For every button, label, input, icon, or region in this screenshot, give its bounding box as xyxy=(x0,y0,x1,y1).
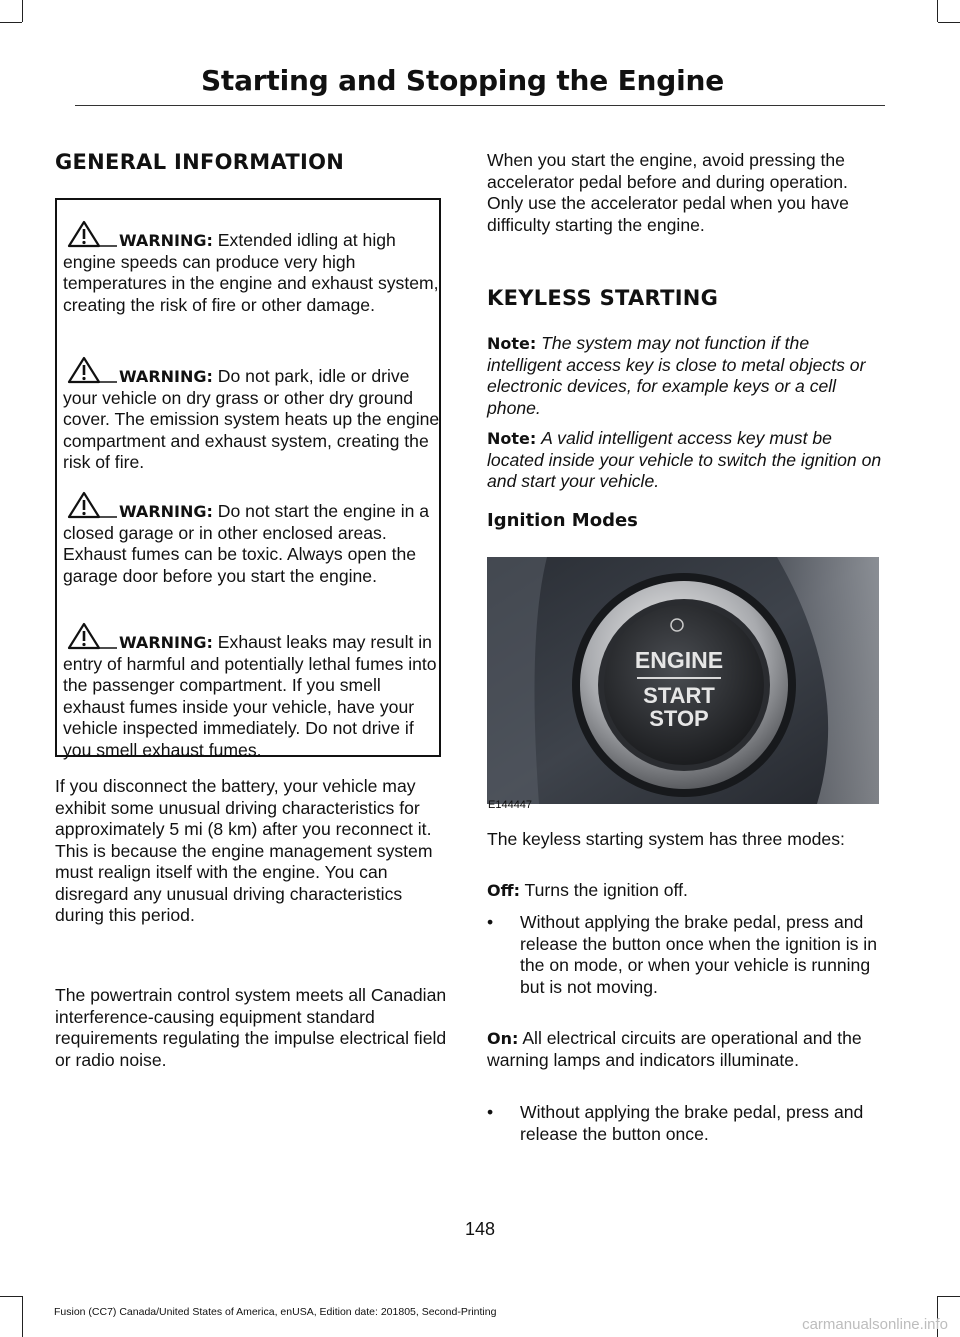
button-label-engine: ENGINE xyxy=(634,647,724,673)
crop-mark xyxy=(0,22,22,23)
note-text: A valid intelligent access key must be located inside your vehicle to switch the ignition on and start your vehicle. xyxy=(487,428,882,491)
button-label-stop: STOP xyxy=(649,706,709,731)
note xyxy=(487,333,879,419)
warning-text: Do not start the engine in a closed garage or in other enclosed areas. Exhaust fumes can be toxic. Always open the garage door before you start the engine. xyxy=(63,501,430,586)
warning-label: WARNING: xyxy=(119,231,213,250)
crop-mark xyxy=(938,22,960,23)
paragraph-battery: If you disconnect the battery, your vehicle may exhibit some unusual driving characteristics for approximately 5 mi (8 km) after you reconnect it. This is because the engine management system must realign itself with the engine. You can disregard any unusual driving characteristics during this period. xyxy=(55,776,433,925)
warning-text: Exhaust leaks may result in entry of harmful and potentially lethal fumes into the passenger compartment. If you smell exhaust fumes inside your vehicle, have your vehicle inspected immediately. Do not drive if you smell exhaust fumes. xyxy=(63,632,437,760)
warning-triangle-icon xyxy=(63,491,119,521)
warning-box xyxy=(55,198,441,760)
page-number: 148 xyxy=(464,1219,496,1239)
crop-mark xyxy=(0,1296,22,1297)
mode-on xyxy=(487,1028,872,1071)
bullet-icon: • xyxy=(487,1102,494,1122)
header-divider xyxy=(75,105,885,106)
warning-triangle-icon xyxy=(63,356,119,386)
paragraph-accelerator: When you start the engine, avoid pressing the accelerator pedal before and during operation. Only use the accelerator pedal when you have difficulty starting the engine. xyxy=(487,150,849,235)
list-item-text: Without applying the brake pedal, press and release the button once when the ignition is in the on mode, or when your vehicle is running but is not moving. xyxy=(520,912,878,997)
note xyxy=(487,428,882,493)
page-title: Starting and Stopping the Engine xyxy=(200,64,724,97)
warning-label: WARNING: xyxy=(119,502,213,521)
mode-text: Turns the ignition off. xyxy=(524,880,688,900)
mode-label: Off: xyxy=(487,881,520,900)
crop-mark xyxy=(22,0,23,22)
warning-item xyxy=(63,366,443,474)
crop-mark xyxy=(22,1296,23,1337)
mode-text: All electrical circuits are operational and the warning lamps and indicators illuminate. xyxy=(487,1028,862,1070)
warning-label: WARNING: xyxy=(119,633,213,652)
list-item xyxy=(487,1102,882,1152)
warning-triangle-icon xyxy=(63,220,119,250)
warning-item xyxy=(63,632,443,761)
figure-id: E144447 xyxy=(488,799,533,811)
warning-text: Do not park, idle or drive your vehicle on dry grass or other dry ground cover. The emission system heats up the engine compartment and exhaust system, creating the risk of fire. xyxy=(63,366,440,472)
watermark: carmanualsonline.info xyxy=(802,1316,948,1333)
section-heading-keyless: KEYLESS STARTING xyxy=(487,286,719,310)
crop-mark xyxy=(937,0,938,22)
warning-item xyxy=(63,230,443,316)
crop-mark xyxy=(938,1296,960,1297)
warning-item xyxy=(63,501,443,587)
list-item xyxy=(487,912,882,1022)
mode-label: On: xyxy=(487,1029,519,1048)
mode-off xyxy=(487,880,882,902)
section-heading-general: GENERAL INFORMATION xyxy=(55,150,345,174)
note-label: Note: xyxy=(487,429,537,448)
warning-triangle-icon xyxy=(63,622,119,652)
warning-label: WARNING: xyxy=(119,367,213,386)
note-label: Note: xyxy=(487,334,537,353)
bullet-icon: • xyxy=(487,912,494,932)
edition-note: Fusion (CC7) Canada/United States of America, enUSA, Edition date: 201805, Second-Printing xyxy=(54,1306,497,1318)
note-text: The system may not function if the intelligent access key is close to metal objects or electronic devices, for example keys or a cell phone. xyxy=(487,333,866,418)
paragraph-powertrain: The powertrain control system meets all Canadian interference-causing equipment standard requirements regulating the impulse electrical field or radio noise. xyxy=(55,985,447,1070)
engine-start-stop-figure xyxy=(487,557,879,804)
list-item-text: Without applying the brake pedal, press and release the button once. xyxy=(520,1102,864,1144)
warning-text: Extended idling at high engine speeds can produce very high temperatures in the engine and exhaust system, creating the risk of fire or other damage. xyxy=(63,230,439,315)
button-label-start: START xyxy=(643,683,715,708)
subheading-ignition-modes: Ignition Modes xyxy=(487,510,638,531)
paragraph-modes-intro: The keyless starting system has three modes: xyxy=(487,829,845,849)
